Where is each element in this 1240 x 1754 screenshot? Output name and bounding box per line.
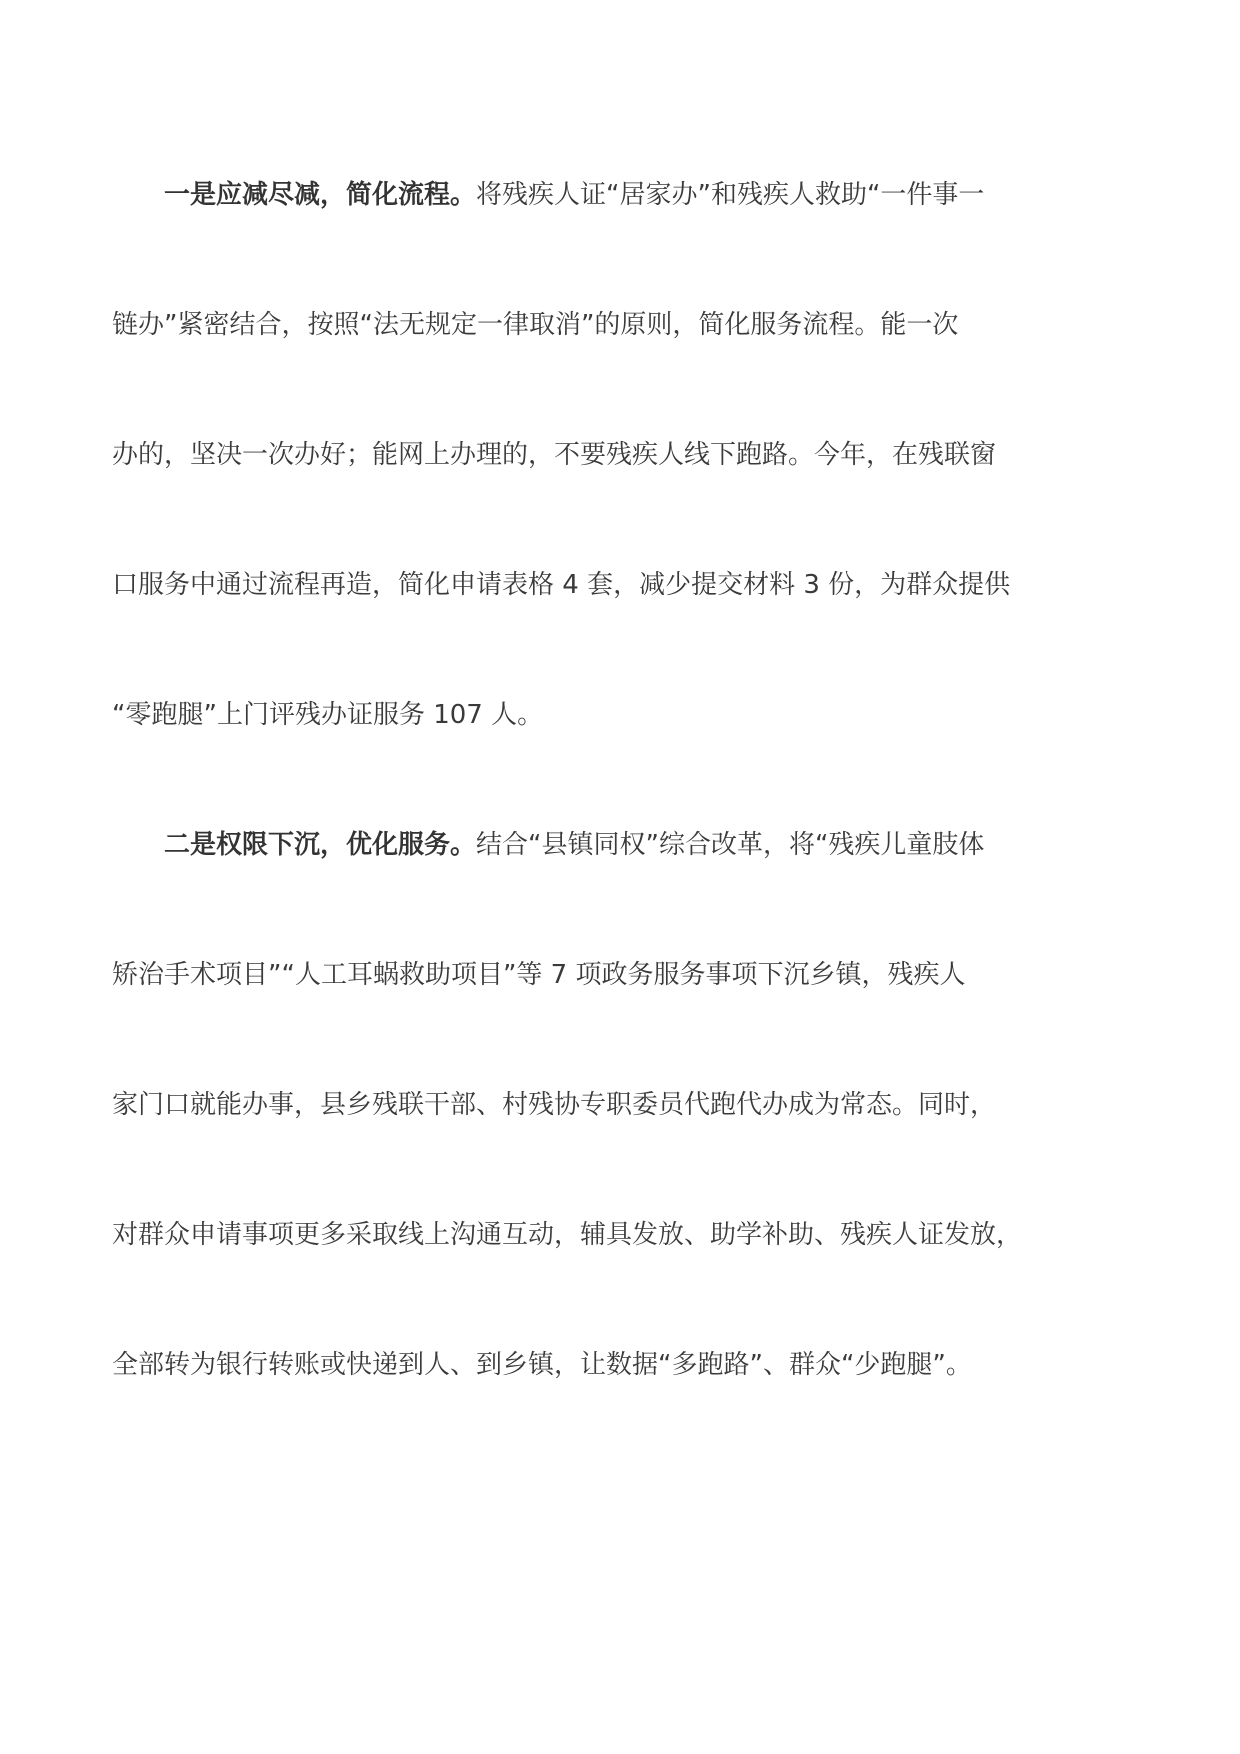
paragraph-line: 对群众申请事项更多采取线上沟通互动，辅具发放、助学补助、残疾人证发放， (112, 1220, 1023, 1250)
document-body (112, 130, 1142, 1430)
paragraph-heading: 二是权限下沉，优化服务。 (164, 830, 477, 860)
paragraph-text: 将残疾人证“居家办”和残疾人救助“一件事一 (476, 180, 985, 210)
paragraph-line: 家门口就能办事，县乡残联干部、村残协专职委员代跑代办成为常态。同时， (112, 1090, 997, 1120)
paragraph-line (112, 780, 1142, 910)
paragraph-line: “零跑腿”上门评残办证服务 107 人。 (112, 700, 544, 730)
paragraph-1 (112, 130, 1142, 780)
paragraph-line (112, 130, 1142, 260)
paragraph-heading: 一是应减尽减，简化流程。 (164, 180, 477, 210)
paragraph-line: 矫治手术项目”“人工耳蜗救助项目”等 7 项政务服务事项下沉乡镇，残疾人 (112, 960, 966, 990)
paragraph-line: 全部转为银行转账或快递到人、到乡镇，让数据“多跑路”、群众“少跑腿”。 (112, 1350, 972, 1380)
paragraph-line: 办的，坚决一次办好；能网上办理的，不要残疾人线下跑路。今年，在残联窗 (112, 440, 997, 470)
paragraph-text: 结合“县镇同权”综合改革，将“残疾儿童肢体 (476, 830, 985, 860)
paragraph-line: 口服务中通过流程再造，简化申请表格 4 套，减少提交材料 3 份，为群众提供 (112, 570, 1011, 600)
paragraph-2 (112, 780, 1142, 1430)
paragraph-line: 链办”紧密结合，按照“法无规定一律取消”的原则，简化服务流程。能一次 (112, 310, 959, 340)
